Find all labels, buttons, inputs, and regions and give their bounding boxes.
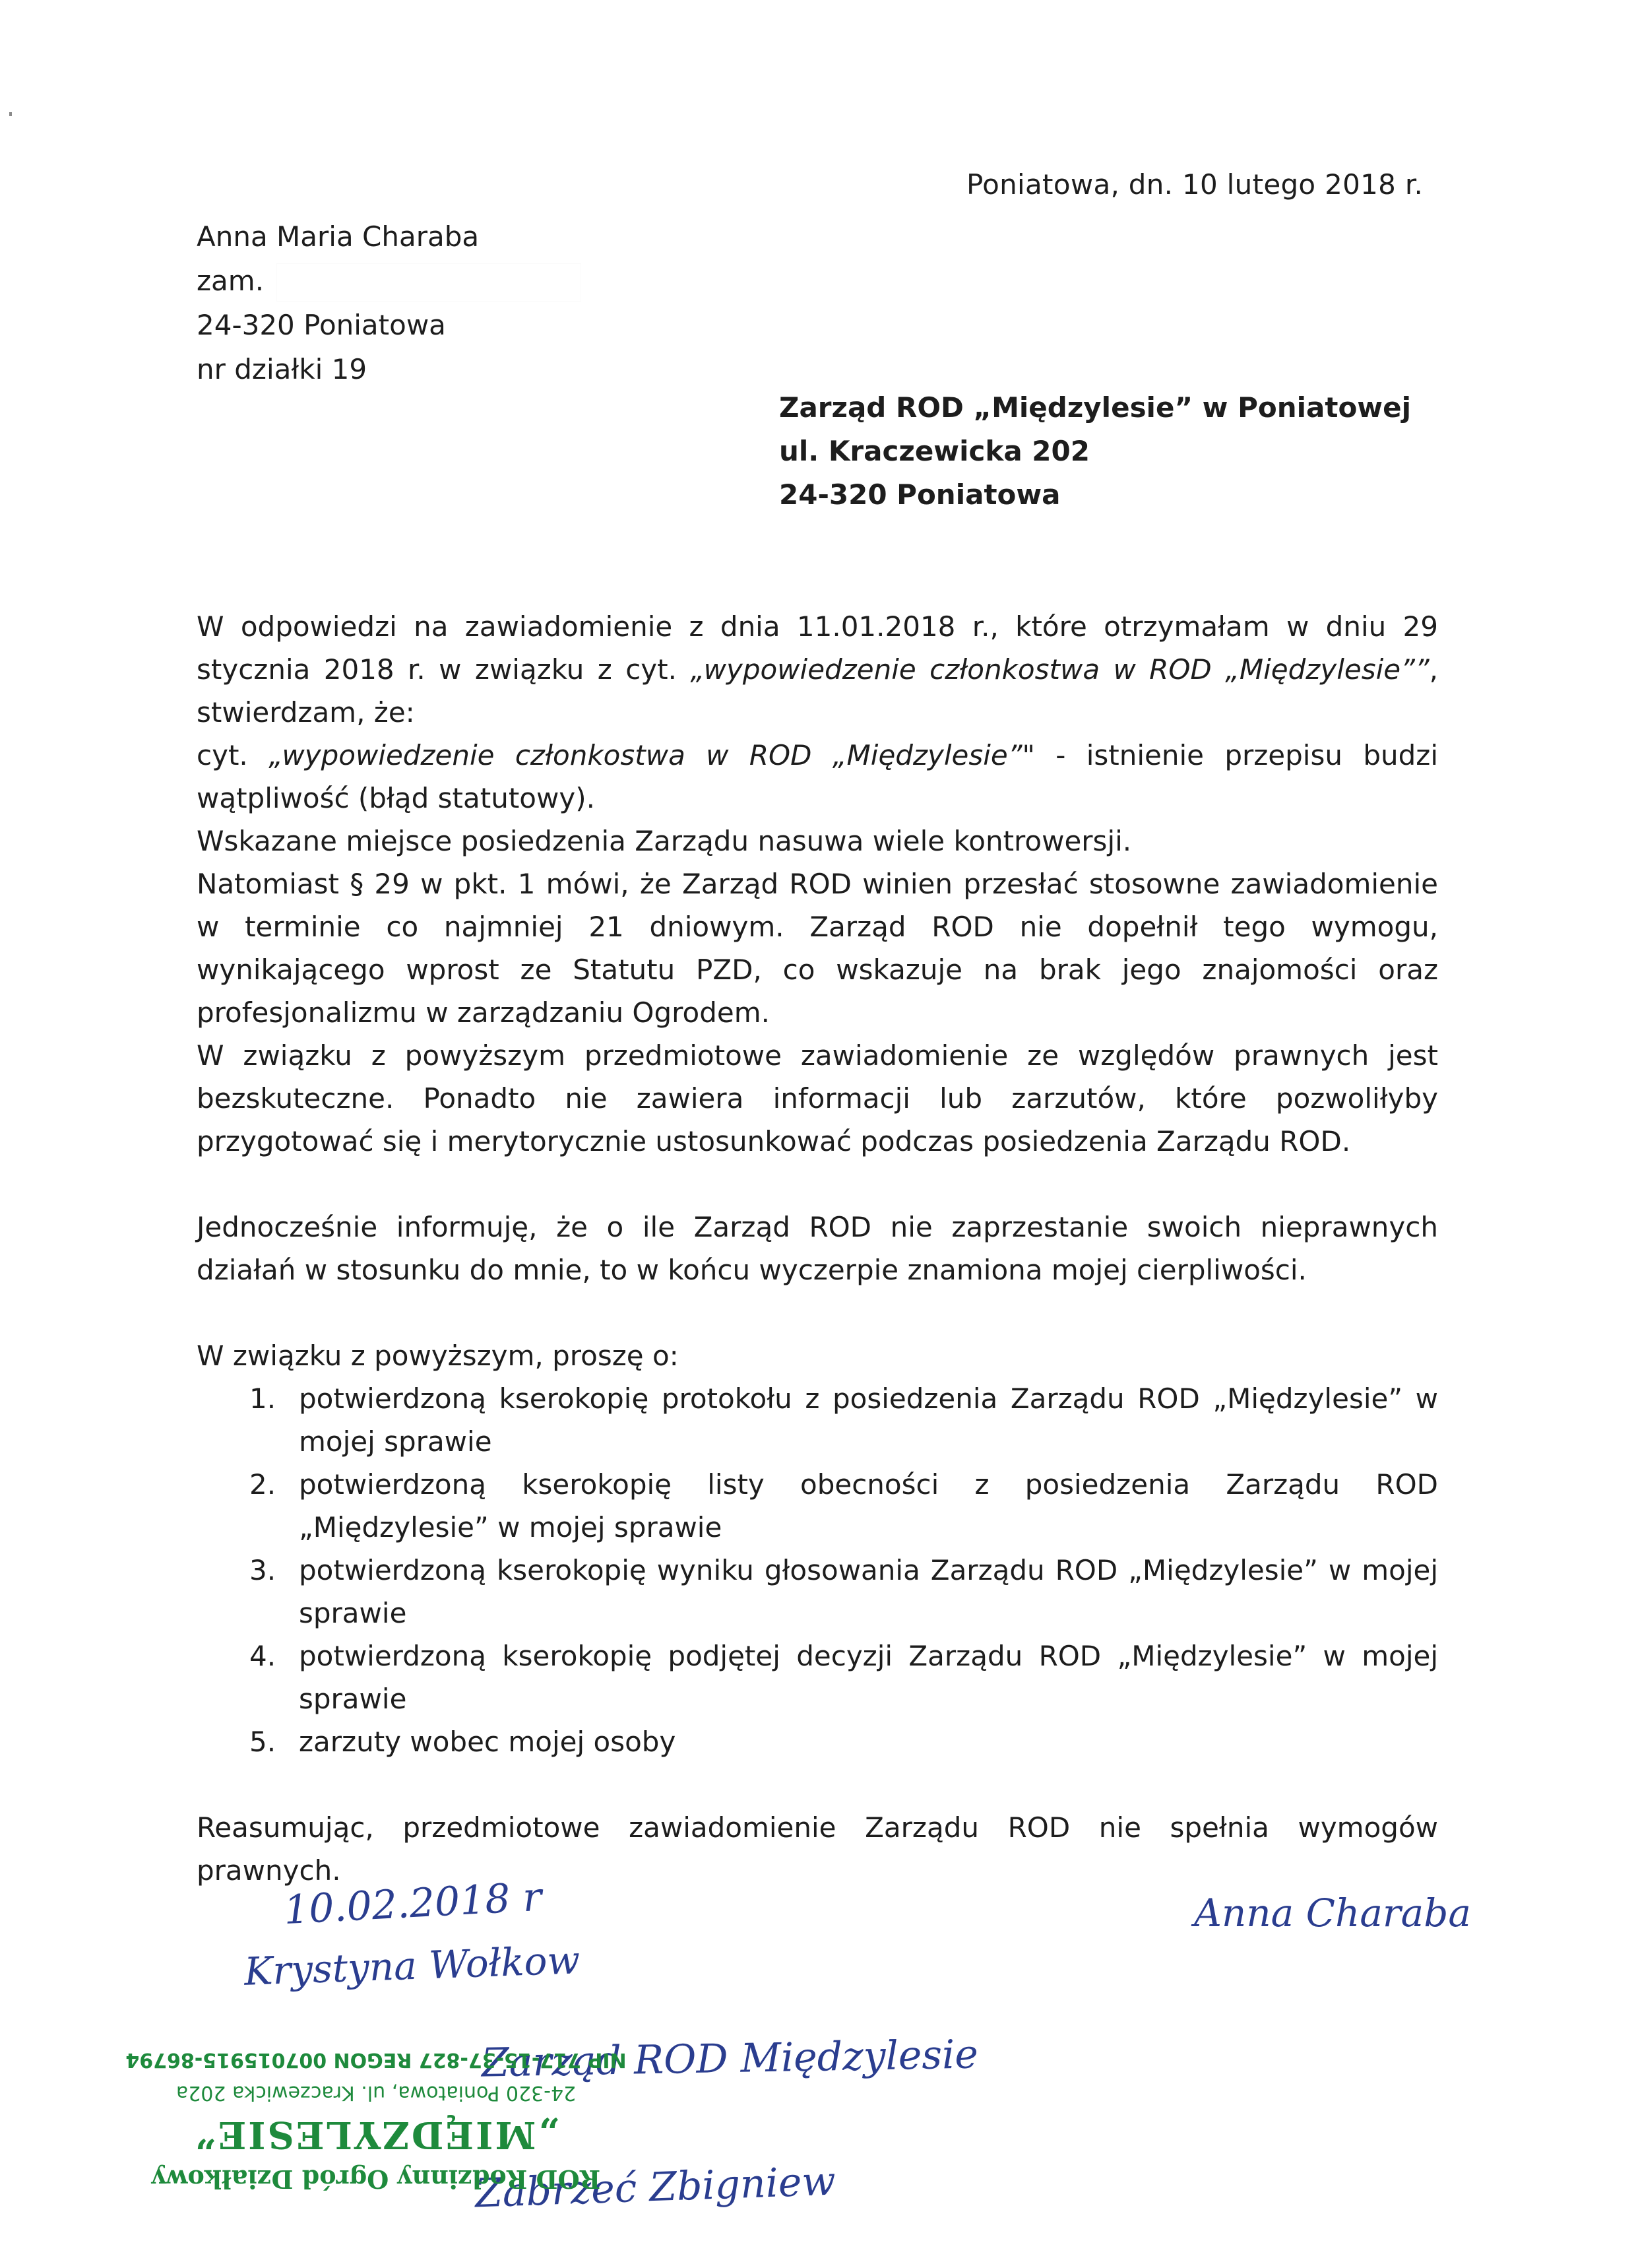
scan-speck [9, 112, 12, 116]
paragraph-2-quote: „wypowiedzenie członkostwa w ROD „Międzylesie”" [268, 739, 1035, 771]
paragraph-8: Reasumując, przedmiotowe zawiadomienie Zarządu ROD nie spełnia wymogów prawnych. [197, 1811, 1438, 1887]
list-item-text: zarzuty wobec mojej osoby [299, 1726, 676, 1758]
recipient-line-2: ul. Kraczewicka 202 [779, 435, 1090, 467]
recipient-line-1: Zarząd ROD „Międzylesie” w Poniatowej [779, 391, 1411, 424]
sender-plot: nr działki 19 [197, 353, 367, 385]
paragraph-4: Natomiast § 29 w pkt. 1 mówi, że Zarząd ROD winien przesłać stosowne zawiadomienie w terminie co najmniej 21 dniowym. Zarząd ROD nie dopełnił tego wymogu, wynikającego wprost ze Statutu PZD, co wskazuje na brak jego znajomości oraz profesjonalizmu w zarządzaniu Ogrodem. [197, 868, 1438, 1029]
letter-date: Poniatowa, dn. 10 lutego 2018 r. [966, 168, 1424, 201]
stamp-line-2: „MIĘDZYLESIE” [193, 2113, 559, 2156]
sender-city: 24-320 Poniatowa [197, 309, 446, 341]
paragraph-1-quote: „wypowiedzenie członkostwa w ROD „Międzylesie”” [690, 653, 1430, 686]
list-item-text: potwierdzoną kserokopię protokołu z posiedzenia Zarządu ROD „Międzylesie” w mojej sprawie [299, 1382, 1438, 1458]
list-number: 3. [249, 1554, 276, 1586]
request-list [197, 1377, 1438, 1763]
stamp-line-1: ROD Rodzinny Ogród Działkowy [151, 2164, 601, 2194]
list-item [197, 1463, 1438, 1549]
list-number: 5. [249, 1726, 276, 1758]
paragraph-1-pre: W odpowiedzi na zawiadomienie z dnia 11.01.2018 r., które otrzymałam w dniu 29 stycznia 2018 r. w związku z cyt. [197, 610, 1438, 686]
sender-address-label: zam. [197, 265, 265, 297]
list-item [197, 1549, 1438, 1635]
handwritten-board-note: Zarząd ROD Międzylesie [481, 2031, 979, 2087]
paragraph-2-post: - istnienie przepisu budzi wątpliwość (błąd statutowy). [197, 739, 1438, 814]
handwritten-received-by: Krystyna Wołkow [243, 1937, 581, 1994]
paragraph-6: Jednocześnie informuję, że o ile Zarząd ROD nie zaprzestanie swoich nieprawnych działań w stosunku do mnie, to w końcu wyczerpie znamiona mojej cierpliwości. [197, 1211, 1438, 1286]
list-item-text: potwierdzoną kserokopię listy obecności z posiedzenia Zarządu ROD „Międzylesie” w mojej sprawie [299, 1468, 1438, 1543]
paragraph-2-pre: cyt. [197, 739, 269, 771]
paragraph-3: Wskazane miejsce posiedzenia Zarządu nasuwa wiele kontrowersji. [197, 825, 1132, 857]
list-item [197, 1720, 1438, 1763]
paragraph-2 [197, 734, 1438, 820]
paragraph-1-post: , stwierdzam, że: [197, 653, 1438, 729]
paragraph-5: W związku z powyższym przedmiotowe zawiadomienie ze względów prawnych jest bezskuteczne. Ponadto nie zawiera informacji lub zarzutów, które pozwoliłyby przygotować się i merytorycznie ustosunkować podczas posiedzenia Zarządu ROD. [197, 1039, 1438, 1157]
list-number: 2. [249, 1468, 276, 1501]
sender-block [197, 214, 479, 391]
stamp-line-3: 24-320 Poniatowa, ul. Kraczewicka 202a [175, 2081, 577, 2104]
list-number: 1. [249, 1382, 276, 1415]
list-item-text: potwierdzoną kserokopię wyniku głosowania Zarządu ROD „Międzylesie” w mojej sprawie [299, 1554, 1438, 1629]
sender-name: Anna Maria Charaba [197, 220, 480, 253]
list-item [197, 1635, 1438, 1720]
paragraph-7: W związku z powyższym, proszę o: [197, 1340, 679, 1372]
paragraph-1 [197, 605, 1438, 734]
recipient-line-3: 24-320 Poniatowa [779, 478, 1061, 511]
handwritten-received-date: 10.02.2018 r [282, 1873, 543, 1934]
handwritten-board-member: Zabrzeć Zbigniew [474, 2158, 836, 2217]
list-item-text: potwierdzoną kserokopię podjętej decyzji Zarządu ROD „Międzylesie” w mojej sprawie [299, 1640, 1438, 1715]
list-number: 4. [249, 1640, 276, 1672]
garden-stamp [73, 1986, 679, 2197]
list-item [197, 1377, 1438, 1463]
spacer [197, 1163, 1438, 1206]
recipient-block [779, 386, 1411, 517]
letter-body [197, 605, 1438, 1892]
stamp-line-4: NIP 717-15-37-827 REGON 007015915-86794 [125, 2048, 627, 2071]
spacer [197, 1291, 1438, 1334]
spacer [197, 1763, 1438, 1806]
handwritten-signature: Anna Charaba [1194, 1891, 1471, 1935]
redacted-address [277, 264, 581, 301]
